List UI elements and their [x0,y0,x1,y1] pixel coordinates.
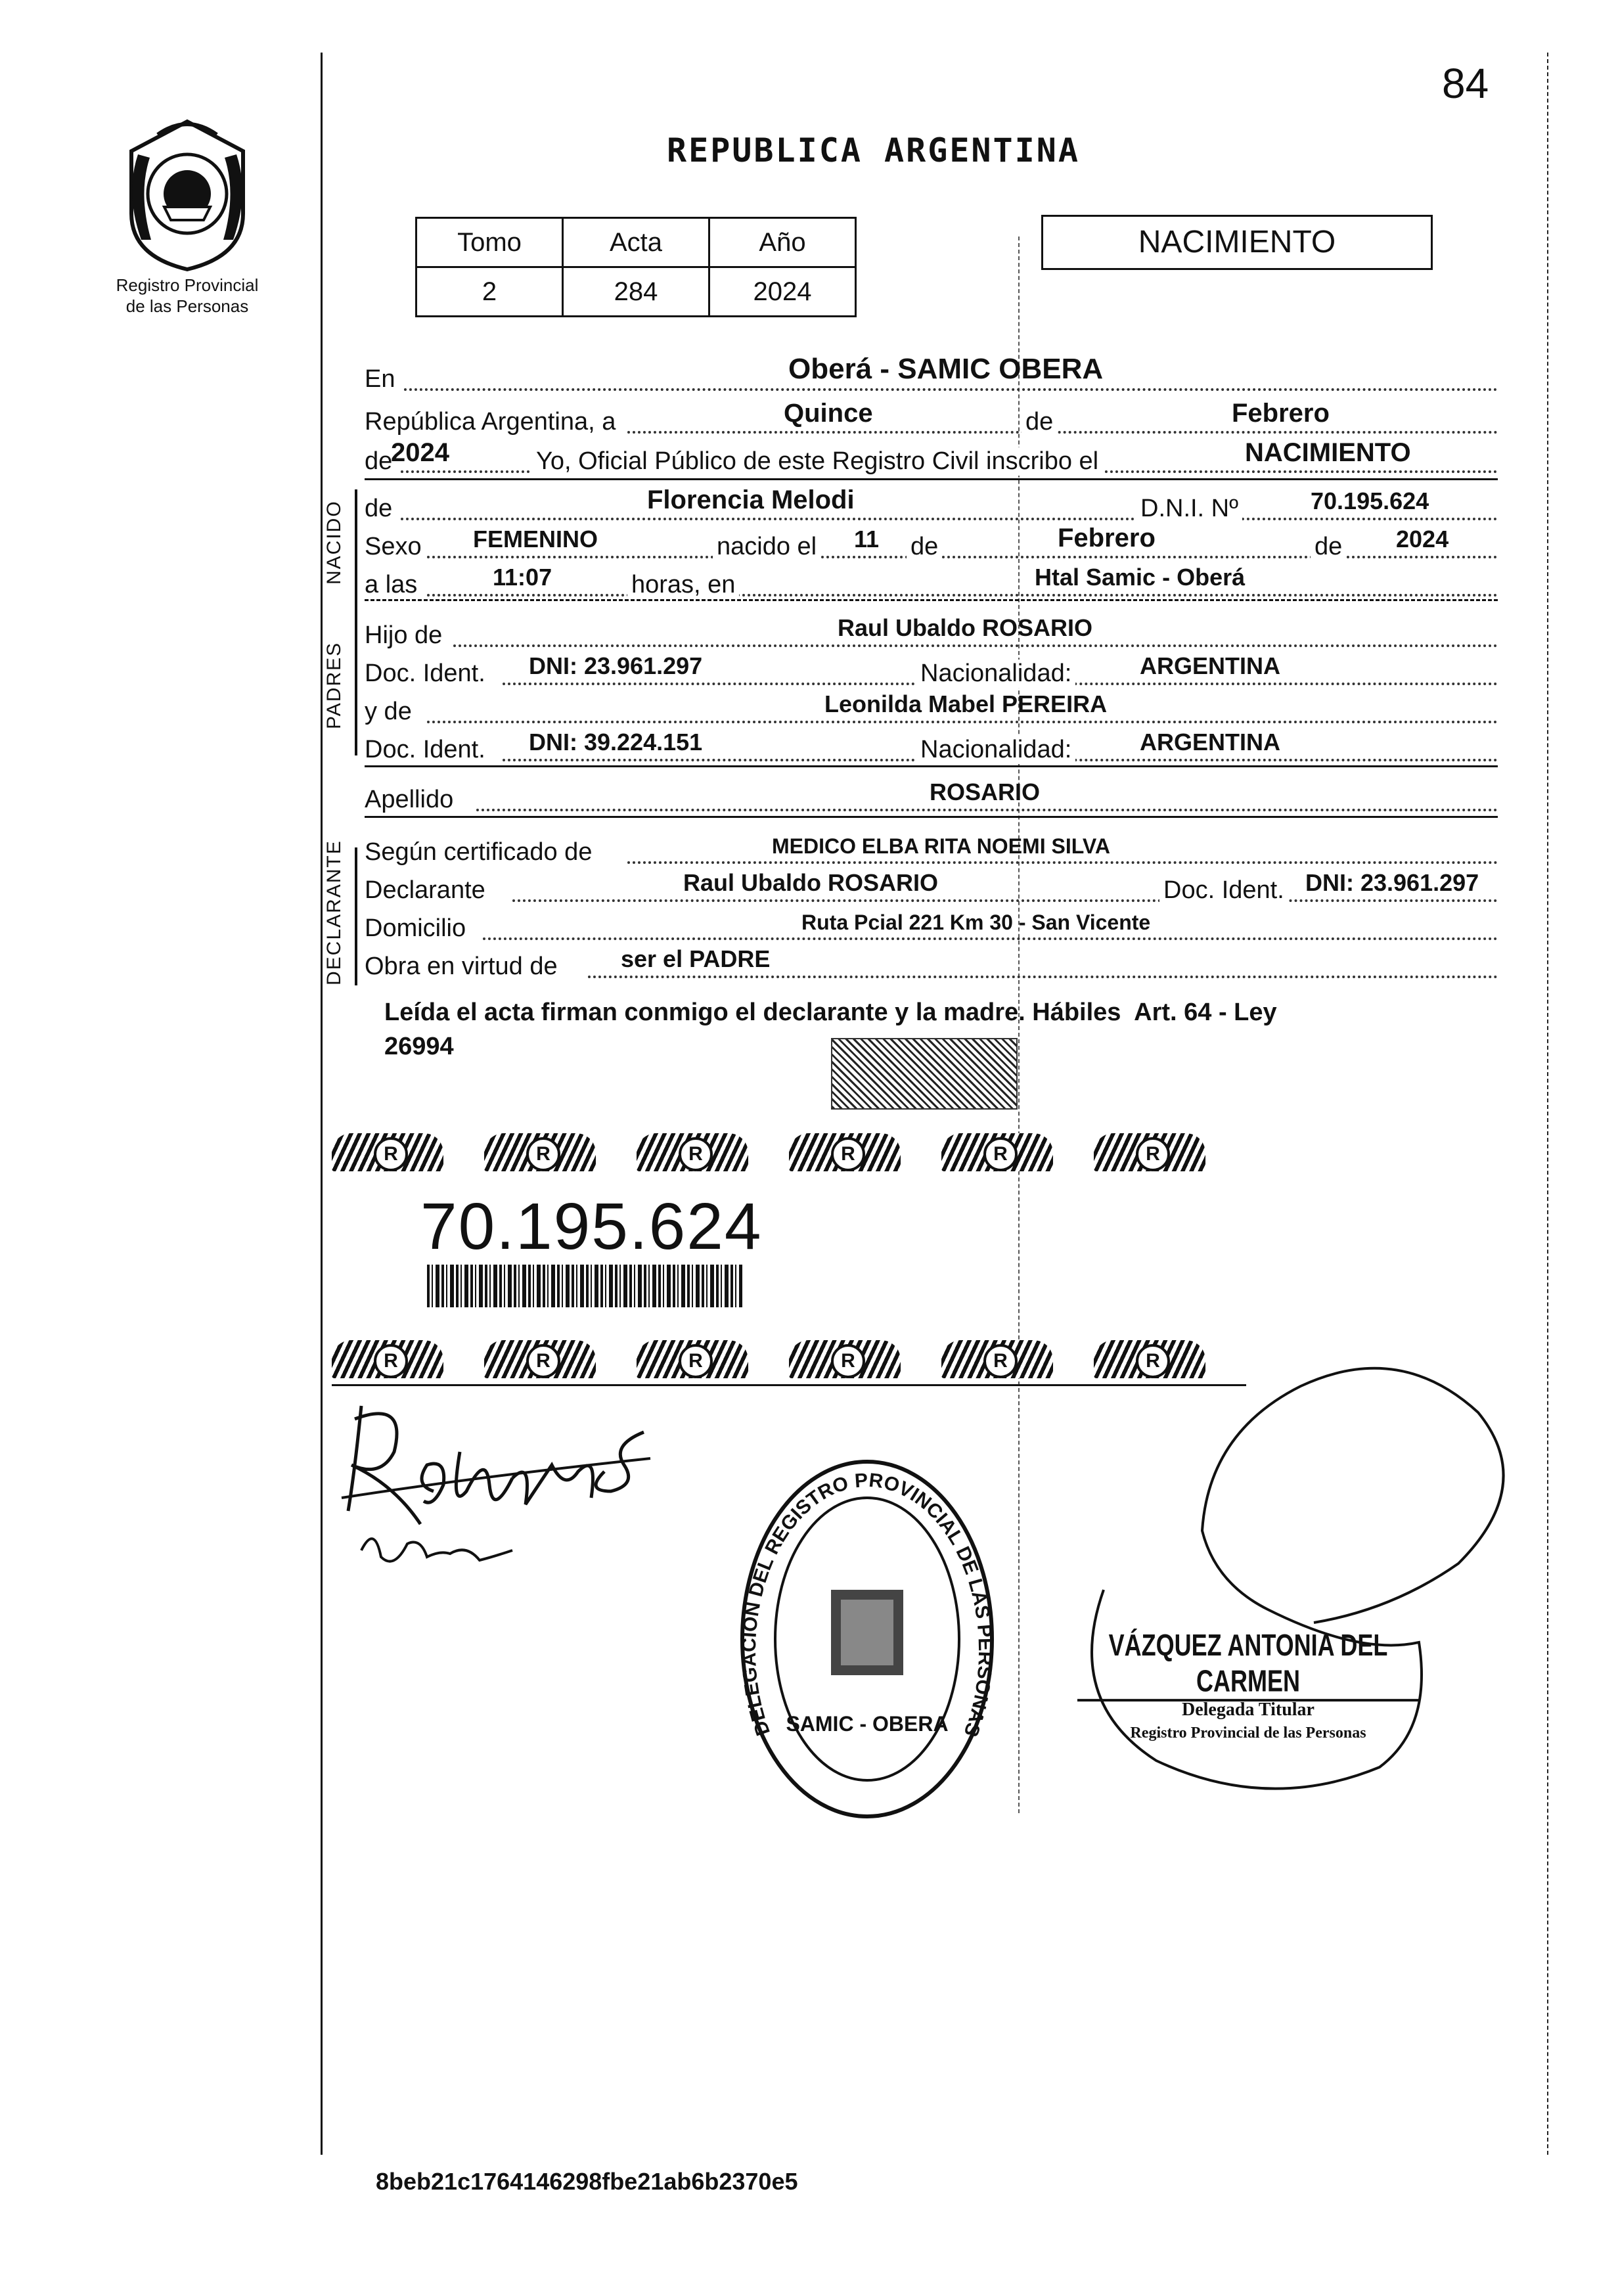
row-declarante [365,869,1498,909]
security-tag-icon: R [1094,1340,1205,1378]
de-label-2: de [365,447,393,475]
decl-label: Declarante [365,876,485,904]
security-tag-icon: R [789,1133,901,1171]
value-acta: 284 [563,267,709,317]
sexo-value: FEMENINO [473,526,598,552]
child-dni: 70.195.624 [1311,487,1429,514]
left-border-line [321,53,323,2155]
apellido-value: ROSARIO [930,778,1041,805]
barcode-tag-row-top [332,1133,1246,1175]
birth-place: Htal Samic - Oberá [1035,564,1246,591]
security-tag-icon: R [332,1133,443,1171]
dom-value: Ruta Pcial 221 Km 30 - San Vicente [801,911,1151,934]
horas-label: horas, en [627,571,739,599]
province-logo [118,115,256,273]
de-label-3: de [907,533,942,561]
birth-time: 11:07 [493,564,552,591]
father-doc: DNI: 23.961.297 [529,652,703,679]
obra-label: Obra en virtud de [365,953,558,980]
mother-doc: DNI: 39.224.151 [529,729,703,755]
inscribo-value: NACIMIENTO [1245,438,1411,467]
registry-stamp [736,1455,999,1823]
side-label-declarante: DECLARANTE [323,840,345,985]
row-mother [365,690,1498,730]
republica-label: República Argentina, a [365,408,616,436]
security-tag-icon: R [332,1340,443,1378]
row-republica [365,401,1498,440]
en-label: En [365,365,395,393]
barcode-bars [427,1265,742,1307]
register-table [415,217,857,317]
child-name: Florencia Melodi [647,485,855,514]
hijo-label: Hijo de [365,621,443,649]
barcode-number: 70.195.624 [420,1190,763,1263]
closing-text-line2: 26994 [384,1033,454,1060]
security-tag-icon: R [789,1340,901,1378]
mother-name: Leonilda Mabel PEREIRA [824,690,1108,717]
dom-label: Domicilio [365,914,466,942]
en-value: Oberá - SAMIC OBERA [788,353,1104,385]
decl-doc-label: Doc. Ident. [1159,876,1288,905]
de-label-4: de [1311,533,1346,561]
official-signature-loop [1051,1334,1524,1820]
mother-nac-label: Nacionalidad: [916,736,1075,764]
day-value: Quince [784,399,873,428]
stamp-center-text: SAMIC - OBERA [786,1712,949,1736]
mother-nationality: ARGENTINA [1140,729,1280,755]
row-domicilio [365,907,1498,947]
dni-label: D.N.I. Nº [1136,495,1242,523]
apellido-label: Apellido [365,786,454,813]
record-type: NACIMIENTO [1138,225,1336,259]
right-border-line [1547,53,1548,2155]
security-tag-icon: R [1094,1133,1205,1171]
security-tag-icon: R [484,1340,596,1378]
decl-doc: DNI: 23.961.297 [1305,869,1479,896]
sexo-label: Sexo [365,533,422,560]
stamp-ring-text: DELEGACION DEL REGISTRO PROVINCIAL DE LAS PERSONAS [738,1469,997,1740]
misiones-shield-icon [118,115,256,273]
nacido-el-label: nacido el [713,533,820,561]
registry-label-line2: de las Personas [125,296,249,316]
year-value: 2024 [391,438,449,467]
official-registry: Registro Provincial de las Personas [1130,1724,1366,1742]
decl-value: Raul Ubaldo ROSARIO [683,869,939,896]
mother-doc-label: Doc. Ident. [365,736,485,763]
header-tomo: Tomo [416,218,563,267]
row-nacido-name [365,487,1498,527]
father-name: Raul Ubaldo ROSARIO [838,614,1093,641]
row-apellido [365,778,1498,818]
obra-value: ser el PADRE [621,945,771,972]
declarant-signature [335,1393,677,1583]
yde-label: y de [365,698,412,725]
birth-year: 2024 [1396,526,1449,552]
row-father-doc [365,652,1498,692]
father-nationality: ARGENTINA [1140,652,1280,679]
row-mother-doc [365,729,1498,768]
security-tag-icon: R [941,1340,1053,1378]
row-en [365,353,1498,397]
side-label-padres: PADRES [323,641,345,729]
header-ano: Año [709,218,856,267]
value-tomo: 2 [416,267,563,317]
registry-label-line1: Registro Provincial [116,275,259,295]
row-hijo [365,614,1498,654]
birth-day: 11 [854,526,880,552]
side-label-nacido: NACIDO [323,500,345,585]
month-value: Febrero [1232,399,1330,428]
birth-month: Febrero [1058,524,1156,552]
cert-label: Según certificado de [365,838,593,866]
row-alas [365,564,1498,603]
inscribo-label: Yo, Oficial Público de este Registro Civil inscribo el [532,447,1102,476]
document-hash: 8beb21c1764146298fbe21ab6b2370e5 [376,2168,798,2195]
father-doc-label: Doc. Ident. [365,660,485,687]
value-ano: 2024 [709,267,856,317]
de-label-1: de [1022,408,1057,436]
official-name: VÁZQUEZ ANTONIA DEL CARMEN [1077,1627,1419,1701]
cert-value: MEDICO ELBA RITA NOEMI SILVA [772,834,1110,858]
row-inscribo [365,440,1498,480]
header-acta: Acta [563,218,709,267]
security-tag-icon: R [637,1340,748,1378]
page-number: 84 [1442,60,1489,107]
country-title: REPUBLICA ARGENTINA [667,131,1080,169]
row-certificado [365,831,1498,870]
security-tag-icon: R [941,1133,1053,1171]
alas-label: a las [365,571,418,598]
official-title: Delegada Titular [1182,1699,1315,1720]
row-sexo [365,526,1498,565]
security-tag-icon: R [484,1133,596,1171]
row-obra [365,945,1498,985]
nacido-de-label: de [365,495,393,522]
registry-label [92,275,282,317]
official-stamp-text [1077,1627,1419,1742]
closing-text-line1: Leída el acta firman conmigo el declarante y la madre. Hábiles Art. 64 - Ley [384,999,1277,1026]
security-tag-icon: R [637,1133,748,1171]
father-nac-label: Nacionalidad: [916,660,1075,688]
security-hologram [831,1038,1018,1110]
record-type-box [1041,215,1433,270]
